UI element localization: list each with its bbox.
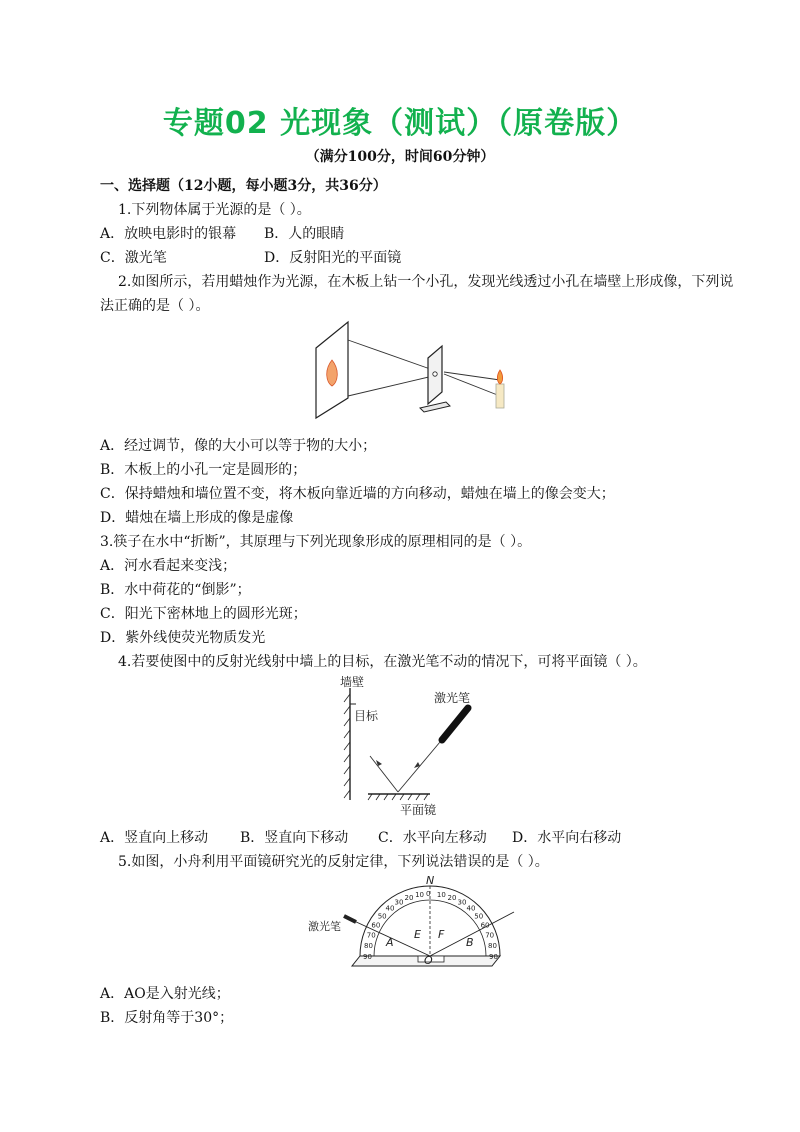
q1-option-c: C．激光笔 bbox=[100, 250, 167, 266]
q5-option-b: B．反射角等于30°； bbox=[100, 1010, 234, 1026]
protractor-tick-label: 80 bbox=[488, 942, 497, 951]
protractor-tick-label: 30 bbox=[394, 898, 404, 907]
panel-e-label: E bbox=[414, 928, 421, 941]
protractor-tick-label: 90 bbox=[489, 953, 498, 961]
target-label: 目标 bbox=[354, 709, 379, 723]
point-b-label: B bbox=[466, 936, 474, 949]
q2-stem-line2: 法正确的是（ ）。 bbox=[100, 298, 210, 314]
page-title: 专题02 光现象（测试）（原卷版） bbox=[162, 106, 638, 141]
protractor-tick-label: 0 bbox=[426, 890, 431, 898]
protractor-tick-label: 70 bbox=[485, 931, 495, 940]
protractor-tick-label: 60 bbox=[371, 921, 381, 930]
q2-option-c: C．保持蜡烛和墙位置不变，将木板向靠近墙的方向移动，蜡烛在墙上的像会变大； bbox=[100, 486, 615, 502]
point-a-label: A bbox=[386, 936, 394, 949]
laser-label: 激光笔 bbox=[434, 691, 471, 705]
q5-laser-label: 激光笔 bbox=[308, 920, 341, 933]
point-o-label: O bbox=[424, 954, 433, 967]
q3-option-c: C．阳光下密林地上的圆形光斑； bbox=[100, 606, 307, 622]
q4-option-b: B．竖直向下移动 bbox=[240, 830, 349, 846]
protractor-tick-label: 70 bbox=[366, 931, 376, 940]
protractor-tick-label: 60 bbox=[480, 921, 490, 930]
q2-option-a: A．经过调节，像的大小可以等于物的大小； bbox=[100, 438, 377, 454]
protractor-tick-label: 20 bbox=[447, 893, 457, 902]
section-heading: 一、选择题（12小题，每小题3分，共36分） bbox=[100, 178, 387, 194]
reflection-protractor-figure bbox=[300, 872, 520, 972]
q3-option-a: A．河水看起来变浅； bbox=[100, 558, 237, 574]
q5-option-a: A．AO是入射光线； bbox=[100, 986, 230, 1002]
protractor-tick-label: 50 bbox=[377, 912, 387, 921]
normal-label: N bbox=[426, 874, 435, 887]
protractor-tick-label: 20 bbox=[404, 893, 414, 902]
q1-option-b: B．人的眼睛 bbox=[264, 226, 345, 242]
protractor-tick-label: 80 bbox=[364, 942, 373, 951]
q4-option-d: D．水平向右移动 bbox=[512, 830, 622, 846]
protractor-tick-label: 40 bbox=[466, 904, 476, 913]
q4-option-a: A．竖直向上移动 bbox=[100, 830, 209, 846]
q2-stem-line1: 2.如图所示，若用蜡烛作为光源，在木板上钻一个小孔，发现光线透过小孔在墙壁上形成像，下列说 bbox=[118, 274, 734, 290]
q2-option-b: B．木板上的小孔一定是圆形的； bbox=[100, 462, 307, 478]
pinhole-camera-figure bbox=[310, 318, 516, 422]
reflection-target-figure bbox=[330, 674, 490, 822]
protractor-tick-label: 40 bbox=[385, 904, 395, 913]
protractor-tick-label: 10 bbox=[415, 891, 425, 899]
protractor-tick-label: 90 bbox=[363, 953, 372, 961]
page-subtitle: （满分100分，时间60分钟） bbox=[305, 149, 495, 165]
protractor-tick-label: 30 bbox=[457, 898, 467, 907]
panel-f-label: F bbox=[438, 928, 445, 941]
q4-option-c: C．水平向左移动 bbox=[378, 830, 487, 846]
q1-option-d: D．反射阳光的平面镜 bbox=[264, 250, 402, 266]
q5-stem: 5.如图，小舟利用平面镜研究光的反射定律，下列说法错误的是（ ）。 bbox=[118, 854, 549, 870]
protractor-tick-label: 10 bbox=[436, 891, 446, 899]
q1-option-a: A．放映电影时的银幕 bbox=[100, 226, 237, 242]
q3-option-b: B．水中荷花的“倒影”； bbox=[100, 582, 251, 598]
q2-option-d: D．蜡烛在墙上形成的像是虚像 bbox=[100, 510, 294, 526]
q3-stem: 3.筷子在水中“折断”，其原理与下列光现象形成的原理相同的是（ ）。 bbox=[100, 534, 532, 550]
q4-stem: 4.若要使图中的反射光线射中墙上的目标，在激光笔不动的情况下，可将平面镜（ ）。 bbox=[118, 654, 647, 670]
protractor-tick-label: 50 bbox=[474, 912, 484, 921]
wall-label: 墙壁 bbox=[340, 675, 365, 689]
q1-stem: 1.下列物体属于光源的是（ ）。 bbox=[118, 202, 311, 218]
q3-option-d: D．紫外线使荧光物质发光 bbox=[100, 630, 266, 646]
mirror-label: 平面镜 bbox=[400, 803, 437, 817]
